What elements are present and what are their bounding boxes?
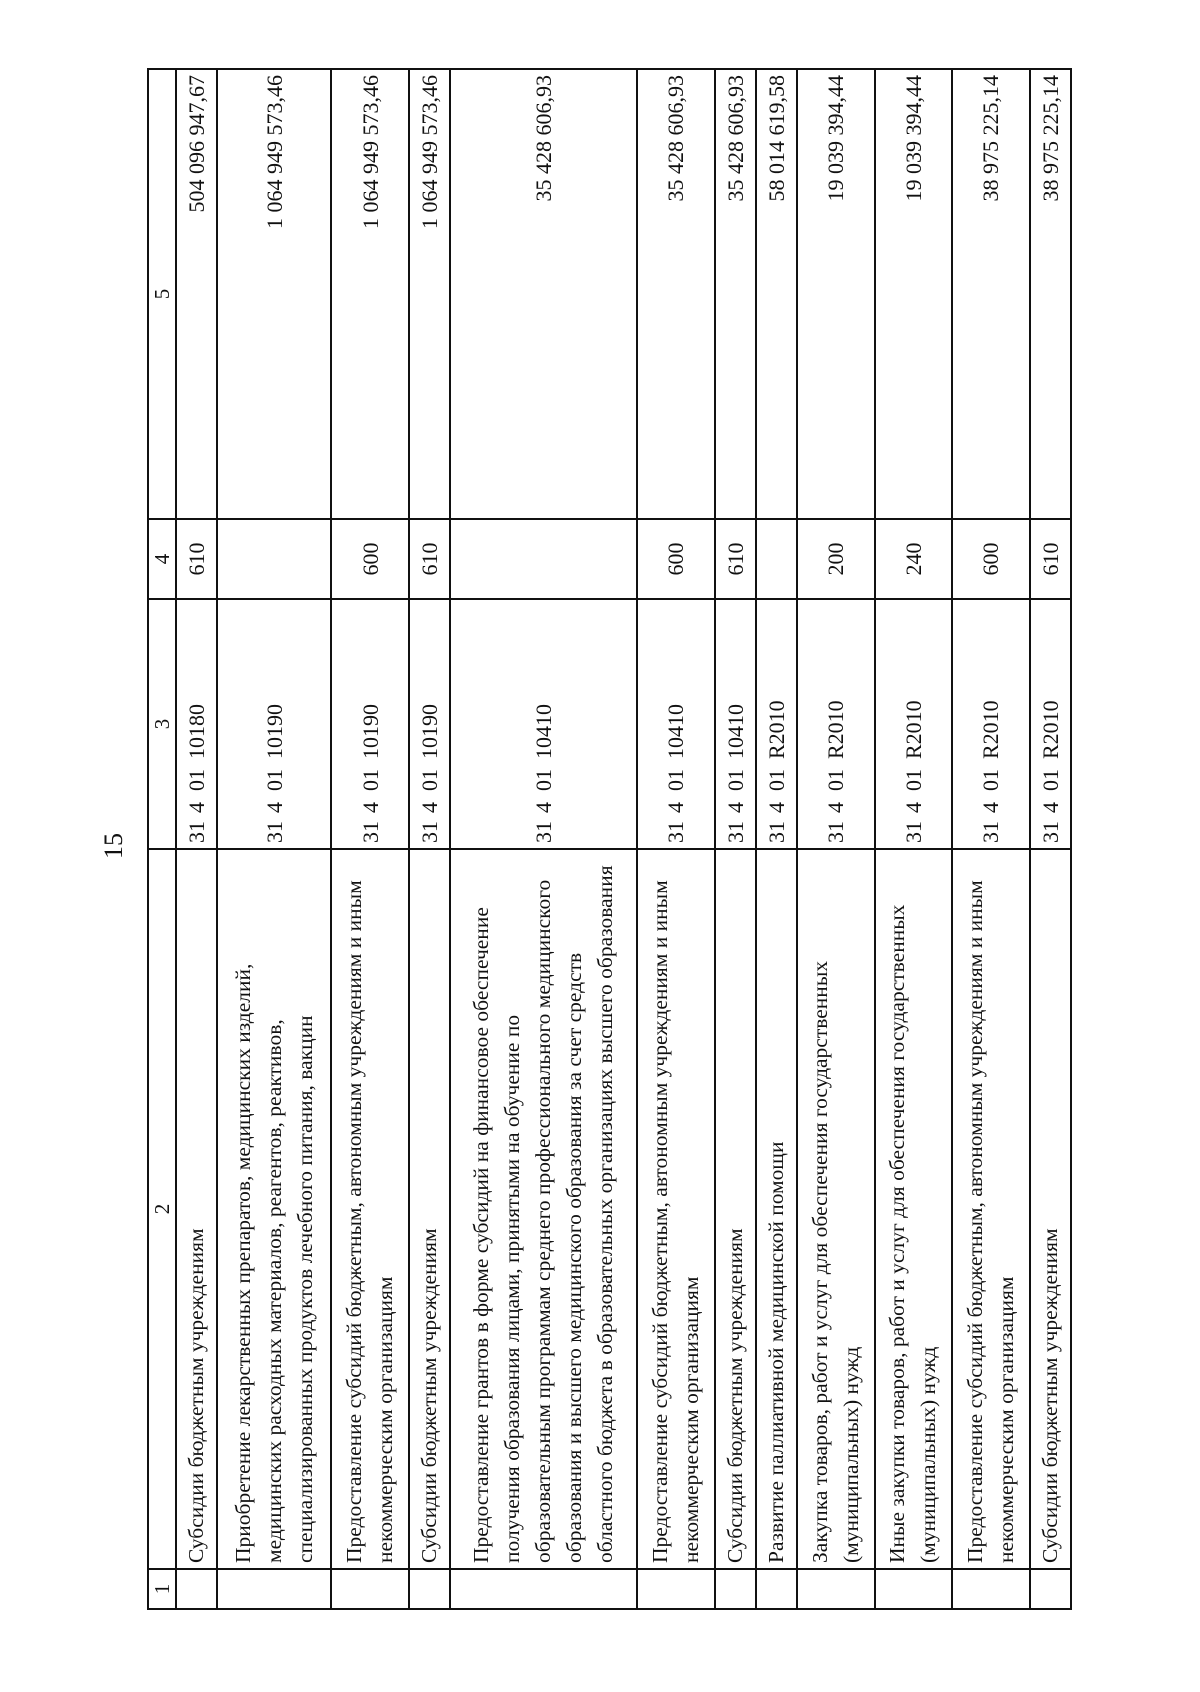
expense-type-cell: 610 <box>409 519 450 599</box>
amount-cell: 35 428 606,93 <box>715 69 756 519</box>
program-code: 31 <box>184 821 210 843</box>
amount-cell: 38 975 225,14 <box>1030 69 1071 519</box>
subprogram-code: 4 <box>416 802 442 813</box>
expense-name-cell: Субсидии бюджетным учреждениям <box>409 849 450 1569</box>
target-code-cell <box>1030 599 1071 849</box>
table-row <box>450 69 637 1609</box>
direction-code: R2010 <box>978 700 1004 759</box>
subprogram-code: 4 <box>530 802 556 813</box>
target-code-cell <box>409 599 450 849</box>
program-code: 31 <box>722 821 748 843</box>
amount-cell: 504 096 947,67 <box>176 69 217 519</box>
amount-cell: 1 064 949 573,46 <box>331 69 409 519</box>
expense-name-cell: Предоставление грантов в форме субсидий на финансовое обеспечение получения образования лицами, принятыми на обучение по образовательным программам среднего профессионального медицинского образования и высшего медицинского образования за счет средств областного бюджета в образовательных организациях высшего образования <box>450 849 637 1569</box>
subprogram-code: 4 <box>763 802 789 813</box>
header-cell-3: 3 <box>148 599 176 849</box>
rotated-table-container <box>147 70 1072 1610</box>
target-code-cell <box>797 599 875 849</box>
main-event-code: 01 <box>900 769 926 791</box>
expense-type-cell: 600 <box>637 519 715 599</box>
page-number: 15 <box>99 833 128 859</box>
target-code-cell <box>875 599 953 849</box>
direction-code: 10190 <box>357 704 383 759</box>
amount-cell: 1 064 949 573,46 <box>409 69 450 519</box>
main-event-code: 01 <box>1037 769 1063 791</box>
direction-code: 10410 <box>722 704 748 759</box>
program-code: 31 <box>261 821 287 843</box>
program-code: 31 <box>416 821 442 843</box>
expense-type-cell: 610 <box>715 519 756 599</box>
expense-type-cell <box>450 519 637 599</box>
amount-cell: 35 428 606,93 <box>637 69 715 519</box>
expense-name-cell: Развитие паллиативной медицинской помощи <box>756 849 797 1569</box>
header-cell-1: 1 <box>148 1569 176 1609</box>
expense-type-cell <box>217 519 331 599</box>
program-code: 31 <box>530 821 556 843</box>
main-event-code: 01 <box>978 769 1004 791</box>
table-row <box>952 69 1030 1609</box>
table-row <box>637 69 715 1609</box>
main-event-code: 01 <box>416 769 442 791</box>
row-number-cell <box>756 1569 797 1609</box>
expense-name-cell: Закупка товаров, работ и услуг для обеспечения государственных (муниципальных) нужд <box>797 849 875 1569</box>
direction-code: 10410 <box>663 704 689 759</box>
amount-cell: 1 064 949 573,46 <box>217 69 331 519</box>
table-row <box>797 69 875 1609</box>
direction-code: 10190 <box>261 704 287 759</box>
amount-cell: 19 039 394,44 <box>797 69 875 519</box>
expense-type-cell: 240 <box>875 519 953 599</box>
expense-name-cell: Приобретение лекарственных препаратов, медицинских изделий, медицинских расходных материалов, реагентов, реактивов, специализированных продуктов лечебного питания, вакцин <box>217 849 331 1569</box>
row-number-cell <box>637 1569 715 1609</box>
program-code: 31 <box>978 821 1004 843</box>
direction-code: R2010 <box>1037 700 1063 759</box>
row-number-cell <box>450 1569 637 1609</box>
direction-code: 10190 <box>416 704 442 759</box>
program-code: 31 <box>763 821 789 843</box>
expense-type-cell: 600 <box>952 519 1030 599</box>
subprogram-code: 4 <box>261 802 287 813</box>
main-event-code: 01 <box>663 769 689 791</box>
expense-name-cell: Предоставление субсидий бюджетным, автономным учреждениям и иным некоммерческим организациям <box>331 849 409 1569</box>
subprogram-code: 4 <box>823 802 849 813</box>
budget-table <box>147 68 1072 1610</box>
amount-cell: 19 039 394,44 <box>875 69 953 519</box>
expense-name-cell: Субсидии бюджетным учреждениям <box>715 849 756 1569</box>
header-cell-4: 4 <box>148 519 176 599</box>
subprogram-code: 4 <box>357 802 383 813</box>
target-code-cell <box>637 599 715 849</box>
expense-name-cell: Субсидии бюджетным учреждениям <box>176 849 217 1569</box>
subprogram-code: 4 <box>663 802 689 813</box>
row-number-cell <box>797 1569 875 1609</box>
expense-name-cell: Субсидии бюджетным учреждениям <box>1030 849 1071 1569</box>
subprogram-code: 4 <box>722 802 748 813</box>
main-event-code: 01 <box>763 769 789 791</box>
subprogram-code: 4 <box>978 802 1004 813</box>
subprogram-code: 4 <box>900 802 926 813</box>
target-code-cell <box>450 599 637 849</box>
header-cell-2: 2 <box>148 849 176 1569</box>
expense-type-cell: 610 <box>1030 519 1071 599</box>
subprogram-code: 4 <box>1037 802 1063 813</box>
subprogram-code: 4 <box>184 802 210 813</box>
table-row <box>715 69 756 1609</box>
target-code-cell <box>952 599 1030 849</box>
program-code: 31 <box>823 821 849 843</box>
row-number-cell <box>952 1569 1030 1609</box>
main-event-code: 01 <box>357 769 383 791</box>
header-cell-5: 5 <box>148 69 176 519</box>
amount-cell: 38 975 225,14 <box>952 69 1030 519</box>
row-number-cell <box>715 1569 756 1609</box>
amount-cell: 58 014 619,58 <box>756 69 797 519</box>
expense-name-cell: Иные закупки товаров, работ и услуг для обеспечения государственных (муниципальных) нужд <box>875 849 953 1569</box>
program-code: 31 <box>1037 821 1063 843</box>
direction-code: R2010 <box>900 700 926 759</box>
direction-code: 10180 <box>184 704 210 759</box>
program-code: 31 <box>357 821 383 843</box>
table-row <box>756 69 797 1609</box>
table-row <box>409 69 450 1609</box>
program-code: 31 <box>900 821 926 843</box>
row-number-cell <box>176 1569 217 1609</box>
main-event-code: 01 <box>261 769 287 791</box>
expense-type-cell: 200 <box>797 519 875 599</box>
expense-type-cell: 610 <box>176 519 217 599</box>
target-code-cell <box>217 599 331 849</box>
amount-cell: 35 428 606,93 <box>450 69 637 519</box>
target-code-cell <box>331 599 409 849</box>
expense-type-cell <box>756 519 797 599</box>
main-event-code: 01 <box>184 769 210 791</box>
direction-code: R2010 <box>823 700 849 759</box>
main-event-code: 01 <box>722 769 748 791</box>
row-number-cell <box>1030 1569 1071 1609</box>
table-row <box>875 69 953 1609</box>
expense-name-cell: Предоставление субсидий бюджетным, автономным учреждениям и иным некоммерческим организациям <box>952 849 1030 1569</box>
main-event-code: 01 <box>823 769 849 791</box>
main-event-code: 01 <box>530 769 556 791</box>
table-row <box>217 69 331 1609</box>
table-row <box>1030 69 1071 1609</box>
header-row <box>148 69 176 1609</box>
direction-code: 10410 <box>530 704 556 759</box>
program-code: 31 <box>663 821 689 843</box>
target-code-cell <box>176 599 217 849</box>
table-row <box>176 69 217 1609</box>
row-number-cell <box>875 1569 953 1609</box>
row-number-cell <box>217 1569 331 1609</box>
row-number-cell <box>331 1569 409 1609</box>
expense-name-cell: Предоставление субсидий бюджетным, автономным учреждениям и иным некоммерческим организациям <box>637 849 715 1569</box>
expense-type-cell: 600 <box>331 519 409 599</box>
target-code-cell <box>756 599 797 849</box>
row-number-cell <box>409 1569 450 1609</box>
table-row <box>331 69 409 1609</box>
target-code-cell <box>715 599 756 849</box>
direction-code: R2010 <box>763 700 789 759</box>
